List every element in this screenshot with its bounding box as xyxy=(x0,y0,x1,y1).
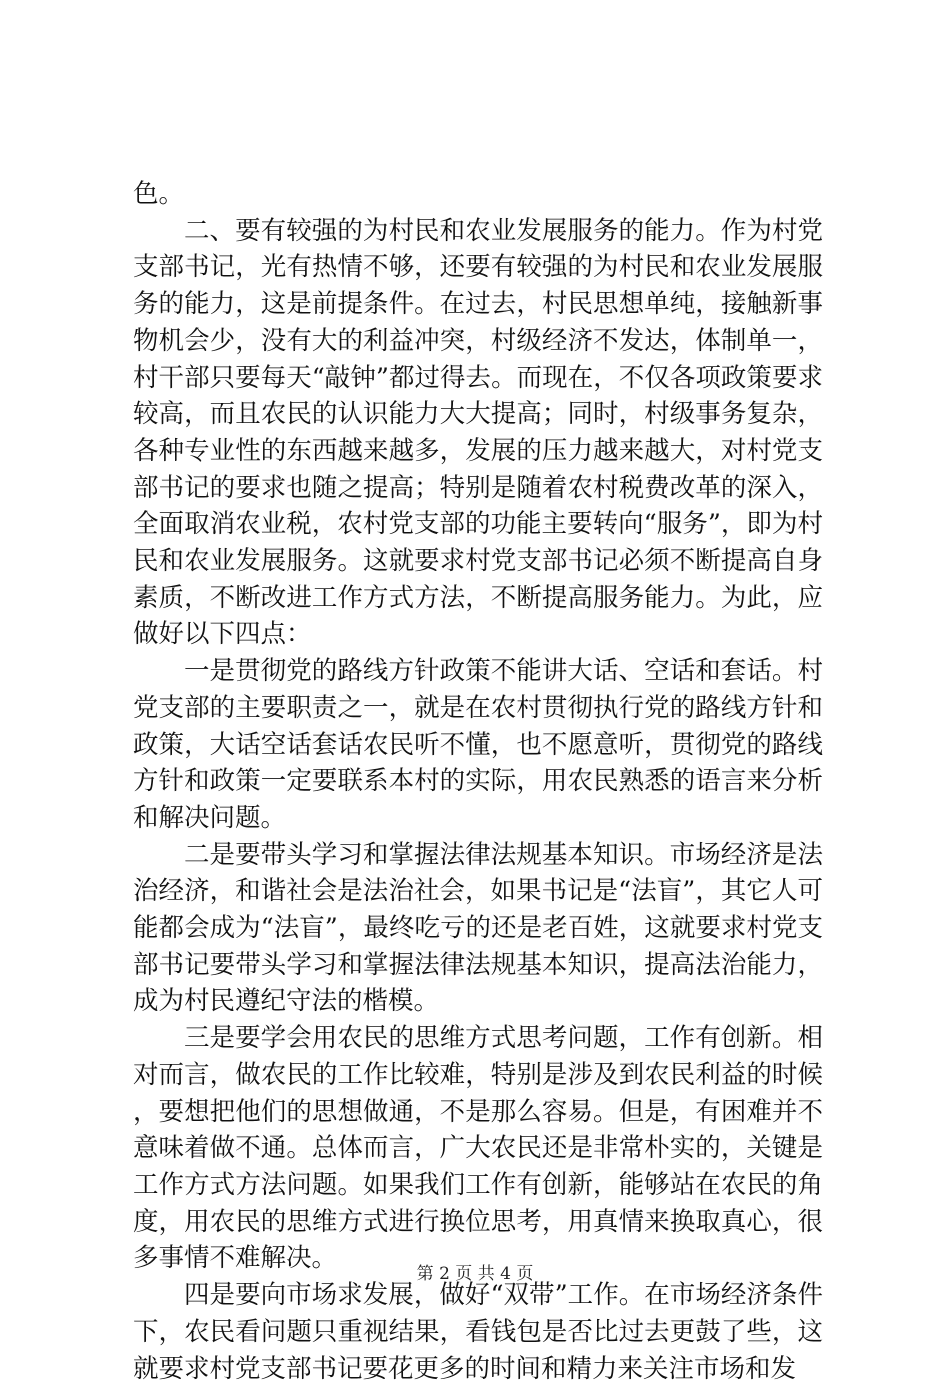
page-footer: 第 2 页 共 4 页 xyxy=(416,1264,534,1284)
paragraph-continuation: 色。 xyxy=(133,179,185,209)
document-body xyxy=(133,176,823,1387)
paragraph-point-one: 一是贯彻党的路线方针政策不能讲大话、空话和套话。村党支部的主要职责之一，就是在农村贯彻执行党的路线方针和政策，大话空话套话农民听不懂，也不愿意听，贯彻党的路线方针和政策一定要联系本村的实际，用农民熟悉的语言来分析和解决问题。 xyxy=(133,656,823,833)
paragraph-point-two: 二是要带头学习和掌握法律法规基本知识。市场经济是法治经济，和谐社会是法治社会，如果书记是“法盲”，其它人可能都会成为“法盲”，最终吃亏的还是老百姓，这就要求村党支部书记要带头学习和掌握法律法规基本知识，提高法治能力，成为村民遵纪守法的楷模。 xyxy=(133,839,823,1017)
paragraph-service-ability: 二、要有较强的为村民和农业发展服务的能力。作为村党支部书记，光有热情不够，还要有较强的为村民和农业发展服务的能力，这是前提条件。在过去，村民思想单纯，接触新事物机会少，没有大的利益冲突，村级经济不发达，体制单一，村干部只要每天“敲钟”都过得去。而现在，不仅各项政策要求较高，而且农民的认识能力大大提高；同时，村级事务复杂，各种专业性的东西越来越多，发展的压力越来越大，对村党支部书记的要求也随之提高；特别是随着农村税费改革的深入，全面取消农业税，农村党支部的功能主要转向“服务”，即为村民和农业发展服务。这就要求村党支部书记必须不断提高自身素质，不断改进工作方式方法，不断提高服务能力。为此，应做好以下四点： xyxy=(133,215,823,650)
paragraph-point-three: 三是要学会用农民的思维方式思考问题，工作有创新。相对而言，做农民的工作比较难，特别是涉及到农民利益的时候，要想把他们的思想做通，不是那么容易。但是，有困难并不意味着做不通。总体而言，广大农民还是非常朴实的，关键是工作方式方法问题。如果我们工作有创新，能够站在农民的角度，用农民的思维方式进行换位思考，用真情来换取真心，很多事情不难解决。 xyxy=(133,1023,823,1274)
paragraph-point-four: 四是要向市场求发展，做好“双带”工作。在市场经济条件下，农民看问题只重视结果，看钱包是否比过去更鼓了些，这就要求村党支部书记要花更多的时间和精力来关注市场和发 xyxy=(133,1280,823,1384)
